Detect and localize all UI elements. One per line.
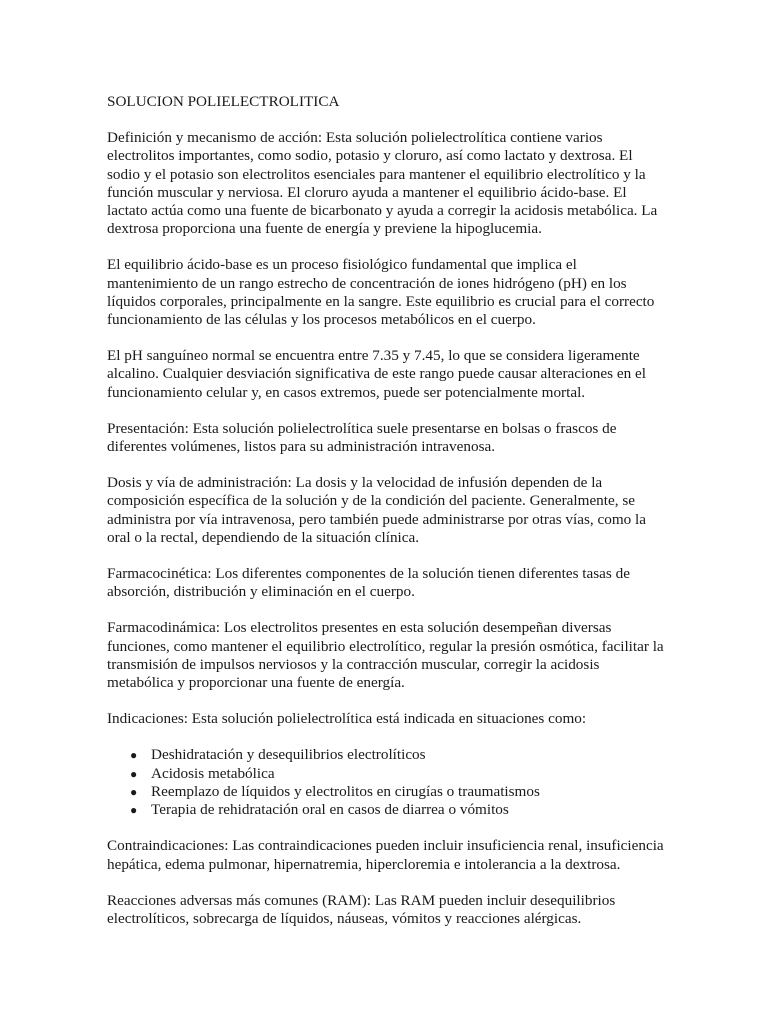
bullet-icon: ● <box>130 784 138 799</box>
paragraph-reacciones-adversas: Reacciones adversas más comunes (RAM): Las RAM pueden incluir desequilibrios electrolíticos, sobrecarga de líquidos, náuseas, vómitos y reacciones alérgicas. <box>107 891 616 927</box>
list-item <box>130 764 667 783</box>
paragraph-contraindicaciones: Contraindicaciones: Las contraindicaciones pueden incluir insuficiencia renal, insuficiencia hepática, edema pulmonar, hipernatremia, hipercloremia e intolerancia a la dextrosa. <box>107 837 664 873</box>
list-item-text: Reemplazo de líquidos y electrolitos en cirugías o traumatismos <box>151 782 540 800</box>
list-item-text: Deshidratación y desequilibrios electrolíticos <box>151 746 426 764</box>
paragraph-farmacodinamica: Farmacodinámica: Los electrolitos presentes en esta solución desempeñan diversas funciones, como mantener el equilibrio electrolítico, regular la presión osmótica, facilitar la transmisión de impulsos nerviosos y la contracción muscular, corregir la acidosis metabólica y proporcionar una fuente de energía. <box>107 619 664 692</box>
paragraph-dosis: Dosis y vía de administración: La dosis y la velocidad de infusión dependen de la composición específica de la solución y de la condición del paciente. Generalmente, se administra por vía intravenosa, pero también puede administrarse por otras vías, como la oral o la rectal, dependiendo de la situación clínica. <box>107 474 646 546</box>
document-body <box>107 93 667 946</box>
paragraph-ph-sanguineo: El pH sanguíneo normal se encuentra entre 7.35 y 7.45, lo que se considera ligeramente alcalino. Cualquier desviación significativa de este rango puede causar alteraciones en el funcionamiento celular y, en casos extremos, puede ser potencialmente mortal. <box>107 347 646 401</box>
paragraph-definicion: Definición y mecanismo de acción: Esta solución polielectrolítica contiene varios electrolitos importantes, como sodio, potasio y cloruro, así como lactato y dextrosa. El sodio y el potasio son electrolitos esenciales para mantener el equilibrio electrolítico y la función muscular y nerviosa. El cloruro ayuda a mantener el equilibrio ácido-base. El lactato actúa como una fuente de bicarbonato y ayuda a corregir la acidosis metabólica. La dextrosa proporciona una fuente de energía y previene la hipoglucemia. <box>107 129 658 238</box>
paragraph-indicaciones: Indicaciones: Esta solución polielectrolítica está indicada en situaciones como: <box>107 710 587 728</box>
paragraph-farmacocinetica: Farmacocinética: Los diferentes componentes de la solución tienen diferentes tasas de absorción, distribución y eliminación en el cuerpo. <box>107 565 630 601</box>
list-item <box>130 746 667 764</box>
paragraph-presentacion: Presentación: Esta solución polielectrolítica suele presentarse en bolsas o frascos de diferentes volúmenes, listos para su administración intravenosa. <box>107 419 617 456</box>
document-title: SOLUCION POLIELECTROLITICA <box>107 93 340 110</box>
indications-list <box>107 746 667 819</box>
bullet-icon: ● <box>130 748 138 763</box>
list-item <box>130 782 667 801</box>
list-item <box>130 801 667 819</box>
paragraph-equilibrio-acido-base: El equilibrio ácido-base es un proceso fisiológico fundamental que implica el mantenimiento de un rango estrecho de concentración de iones hidrógeno (pH) en los líquidos corporales, principalmente en la sangre. Este equilibrio es crucial para el correcto funcionamiento de las células y los procesos metabólicos en el cuerpo. <box>107 256 655 329</box>
list-item-text: Acidosis metabólica <box>151 764 275 782</box>
list-item-text: Terapia de rehidratación oral en casos de diarrea o vómitos <box>151 801 509 819</box>
bullet-icon: ● <box>130 766 138 781</box>
bullet-icon: ● <box>130 803 138 818</box>
